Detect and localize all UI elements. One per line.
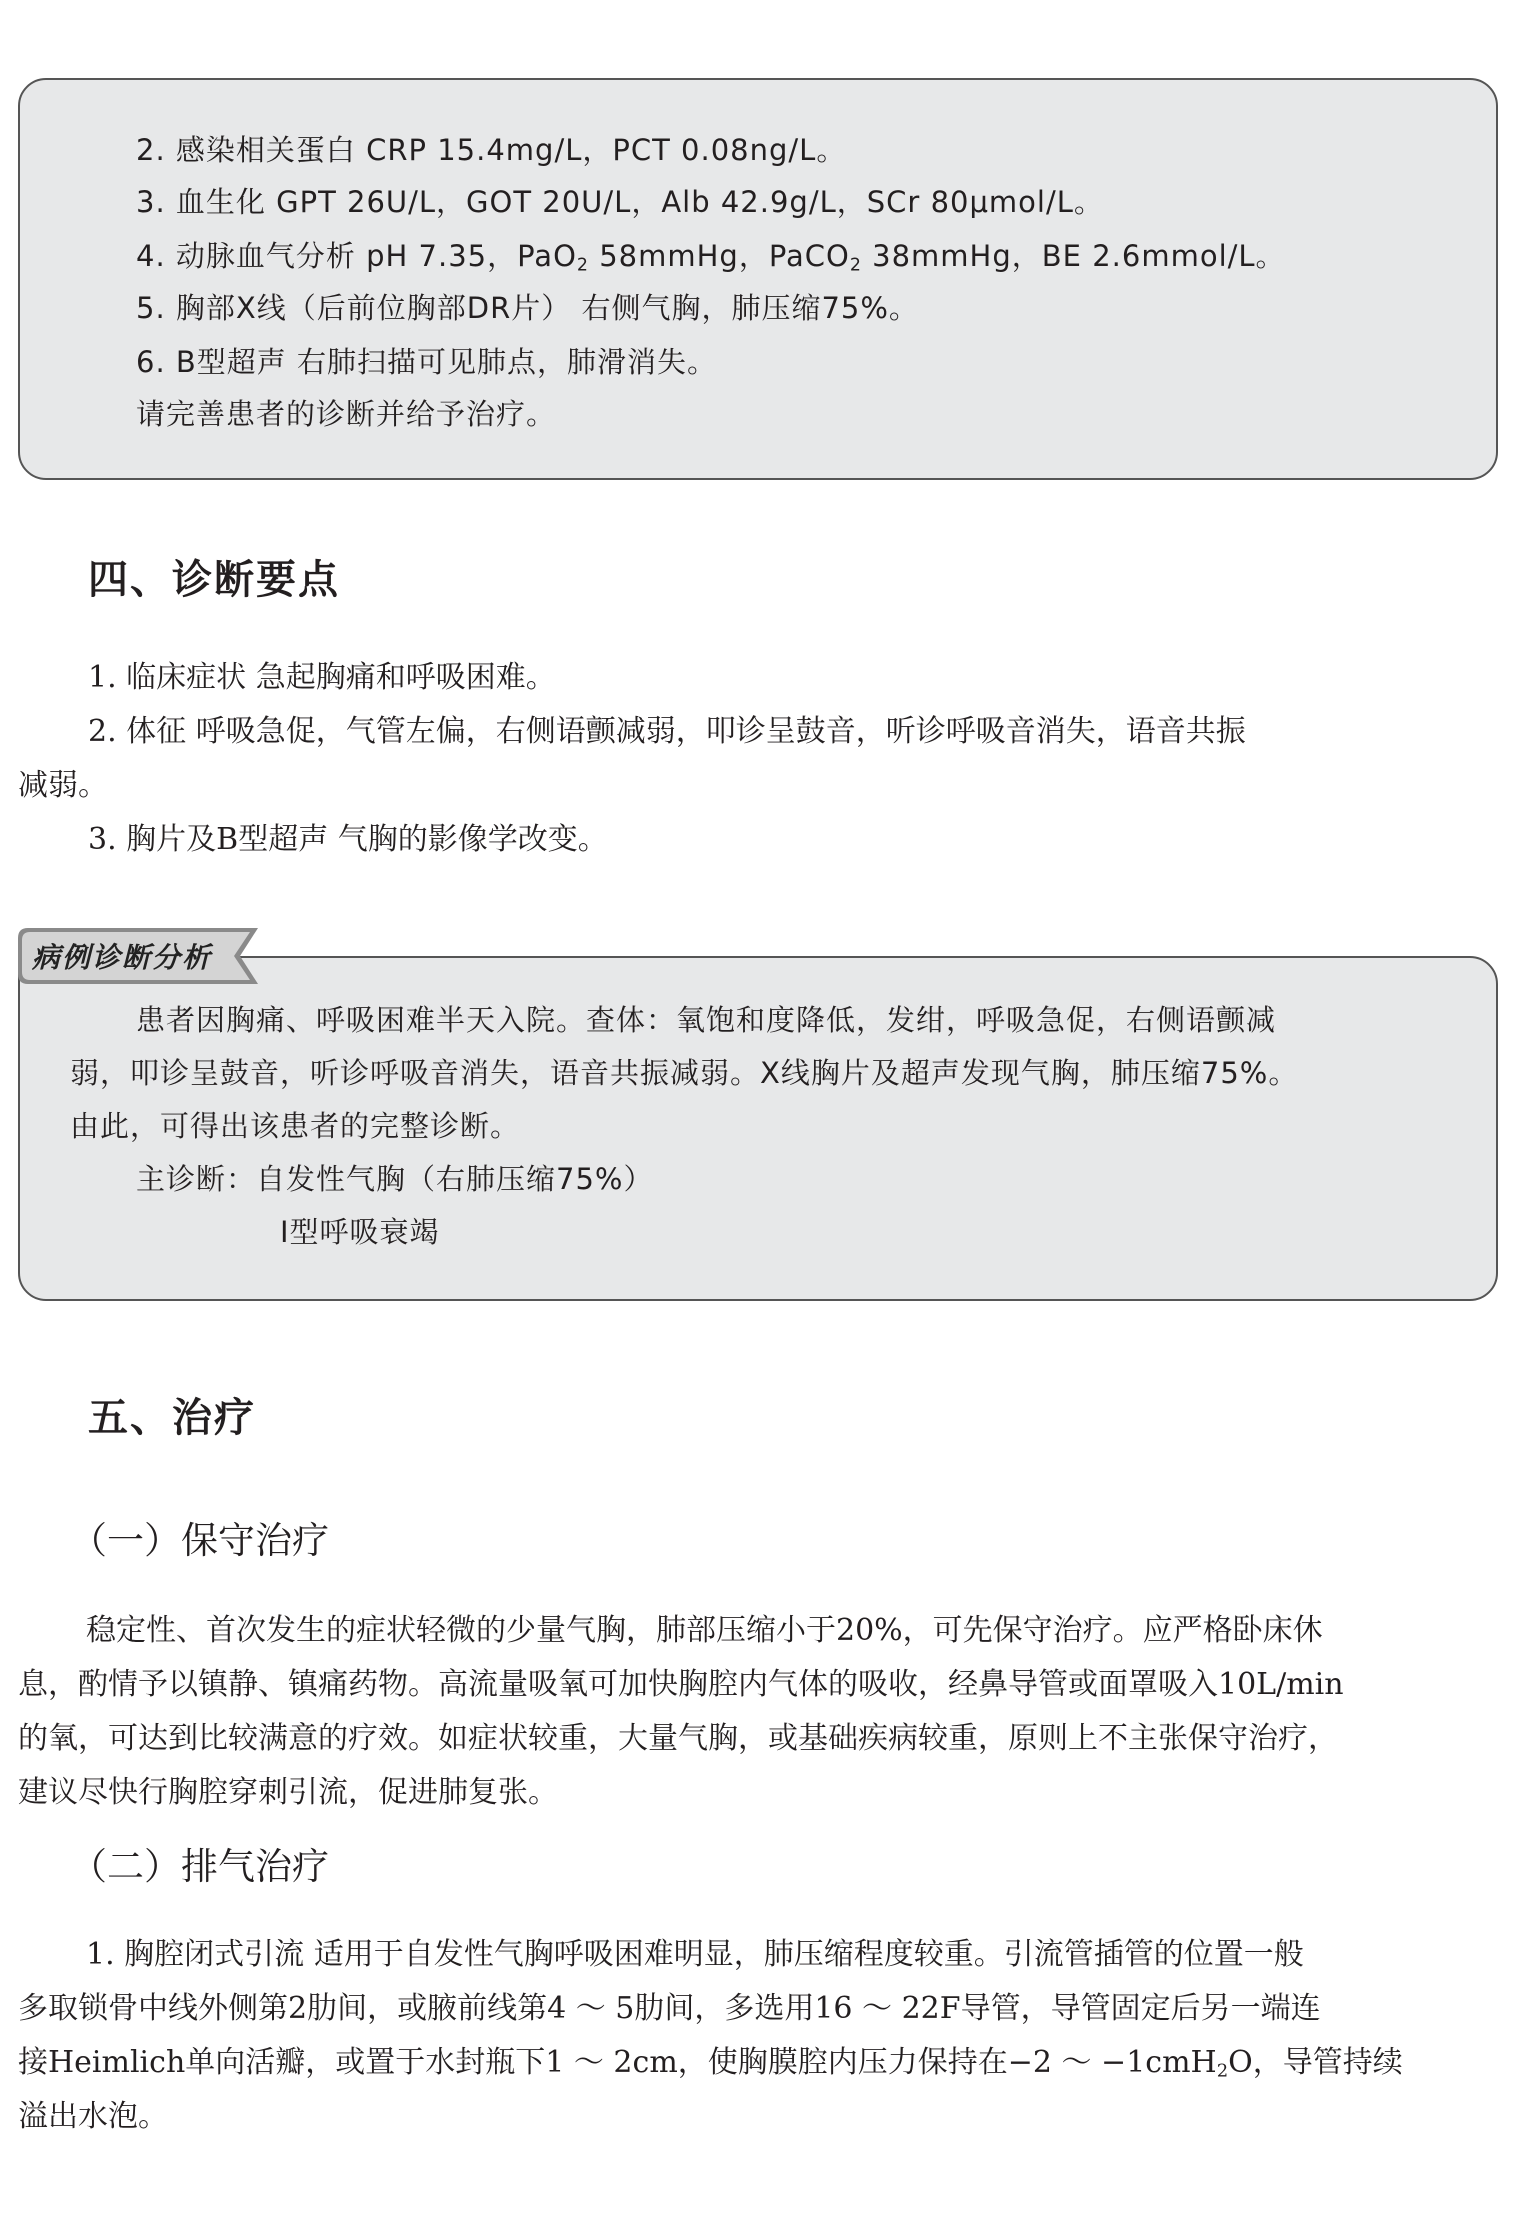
para1-line-3: 的氧，可达到比较满意的疗效。如症状较重，大量气胸，或基础疾病较重，原则上不主张保守治疗， (18, 1721, 1338, 1756)
conservative-paragraph (18, 1604, 1500, 1820)
para1-line-2: 息，酌情予以镇静、镇痛药物。高流量吸氧可加快胸腔内气体的吸收，经鼻导管或面罩吸入10L/min (18, 1667, 1344, 1702)
section4-heading: 四、诊断要点 (88, 556, 340, 603)
secondary-diagnosis: Ⅰ型呼吸衰竭 (280, 1215, 440, 1249)
box1-prompt: 请完善患者的诊断并给予治疗。 (136, 397, 557, 431)
case-analysis-tab (18, 928, 266, 984)
drainage-paragraph (18, 1928, 1500, 2144)
box2-line-3: 由此，可得出该患者的完整诊断。 (70, 1109, 521, 1143)
para2-line-2: 多取锁骨中线外侧第2肋间，或腋前线第4 ～ 5肋间，多选用16 ～ 22F导管，导管固定后另一端连 (18, 1991, 1321, 2026)
para1-line-1: 稳定性、首次发生的症状轻微的少量气胸，肺部压缩小于20%，可先保守治疗。应严格卧床休 (86, 1613, 1323, 1648)
section5-heading: 五、治疗 (88, 1394, 256, 1441)
para2-line-4: 溢出水泡。 (18, 2099, 168, 2134)
diagnosis-point-2-cont: 减弱。 (18, 768, 108, 803)
subheading-drainage: （二）排气治疗 (70, 1845, 329, 1888)
box1-line-2: 3. 血生化 GPT 26U/L，GOT 20U/L，Alb 42.9g/L，SCr 80μmol/L。 (136, 185, 1104, 219)
para2-line-1: 1. 胸腔闭式引流 适用于自发性气胸呼吸困难明显，肺压缩程度较重。引流管插管的位置一般 (86, 1937, 1304, 1972)
diagnosis-point-1: 1. 临床症状 急起胸痛和呼吸困难。 (88, 660, 556, 695)
para1-line-4: 建议尽快行胸腔穿刺引流，促进肺复张。 (18, 1775, 558, 1810)
box1-line-4: 5. 胸部X线（后前位胸部DR片） 右侧气胸，肺压缩75%。 (136, 291, 919, 325)
box1-line-3: 4. 动脉血气分析 pH 7.35，PaO$_2$ 58mmHg，PaCO$_2$ 38mmHg，BE 2.6mmol/L。 (136, 239, 1286, 276)
tab-label: 病例诊断分析 (32, 941, 213, 974)
subheading-conservative: （一）保守治疗 (70, 1519, 329, 1562)
box2-line-1: 患者因胸痛、呼吸困难半天入院。查体：氧饱和度降低，发绀，呼吸急促，右侧语颤减 (136, 1003, 1277, 1037)
para2-line-3: 接Heimlich单向活瓣，或置于水封瓶下1 ～ 2cm，使胸膜腔内压力保持在−2 ～ −1cmH$_2$O，导管持续 (18, 2045, 1403, 2082)
diagnosis-point-2: 2. 体征 呼吸急促，气管左偏，右侧语颤减弱，叩诊呈鼓音，听诊呼吸音消失，语音共振 (88, 714, 1246, 749)
box1-line-1: 2. 感染相关蛋白 CRP 15.4mg/L，PCT 0.08ng/L。 (136, 133, 847, 167)
main-diagnosis: 主诊断：自发性气胸（右肺压缩75%） (136, 1162, 654, 1196)
box1-line-5: 6. B型超声 右肺扫描可见肺点，肺滑消失。 (136, 345, 718, 379)
diagnosis-point-3: 3. 胸片及B型超声 气胸的影像学改变。 (88, 822, 608, 857)
box2-line-2: 弱，叩诊呈鼓音，听诊呼吸音消失，语音共振减弱。X线胸片及超声发现气胸，肺压缩75%。 (70, 1056, 1299, 1090)
